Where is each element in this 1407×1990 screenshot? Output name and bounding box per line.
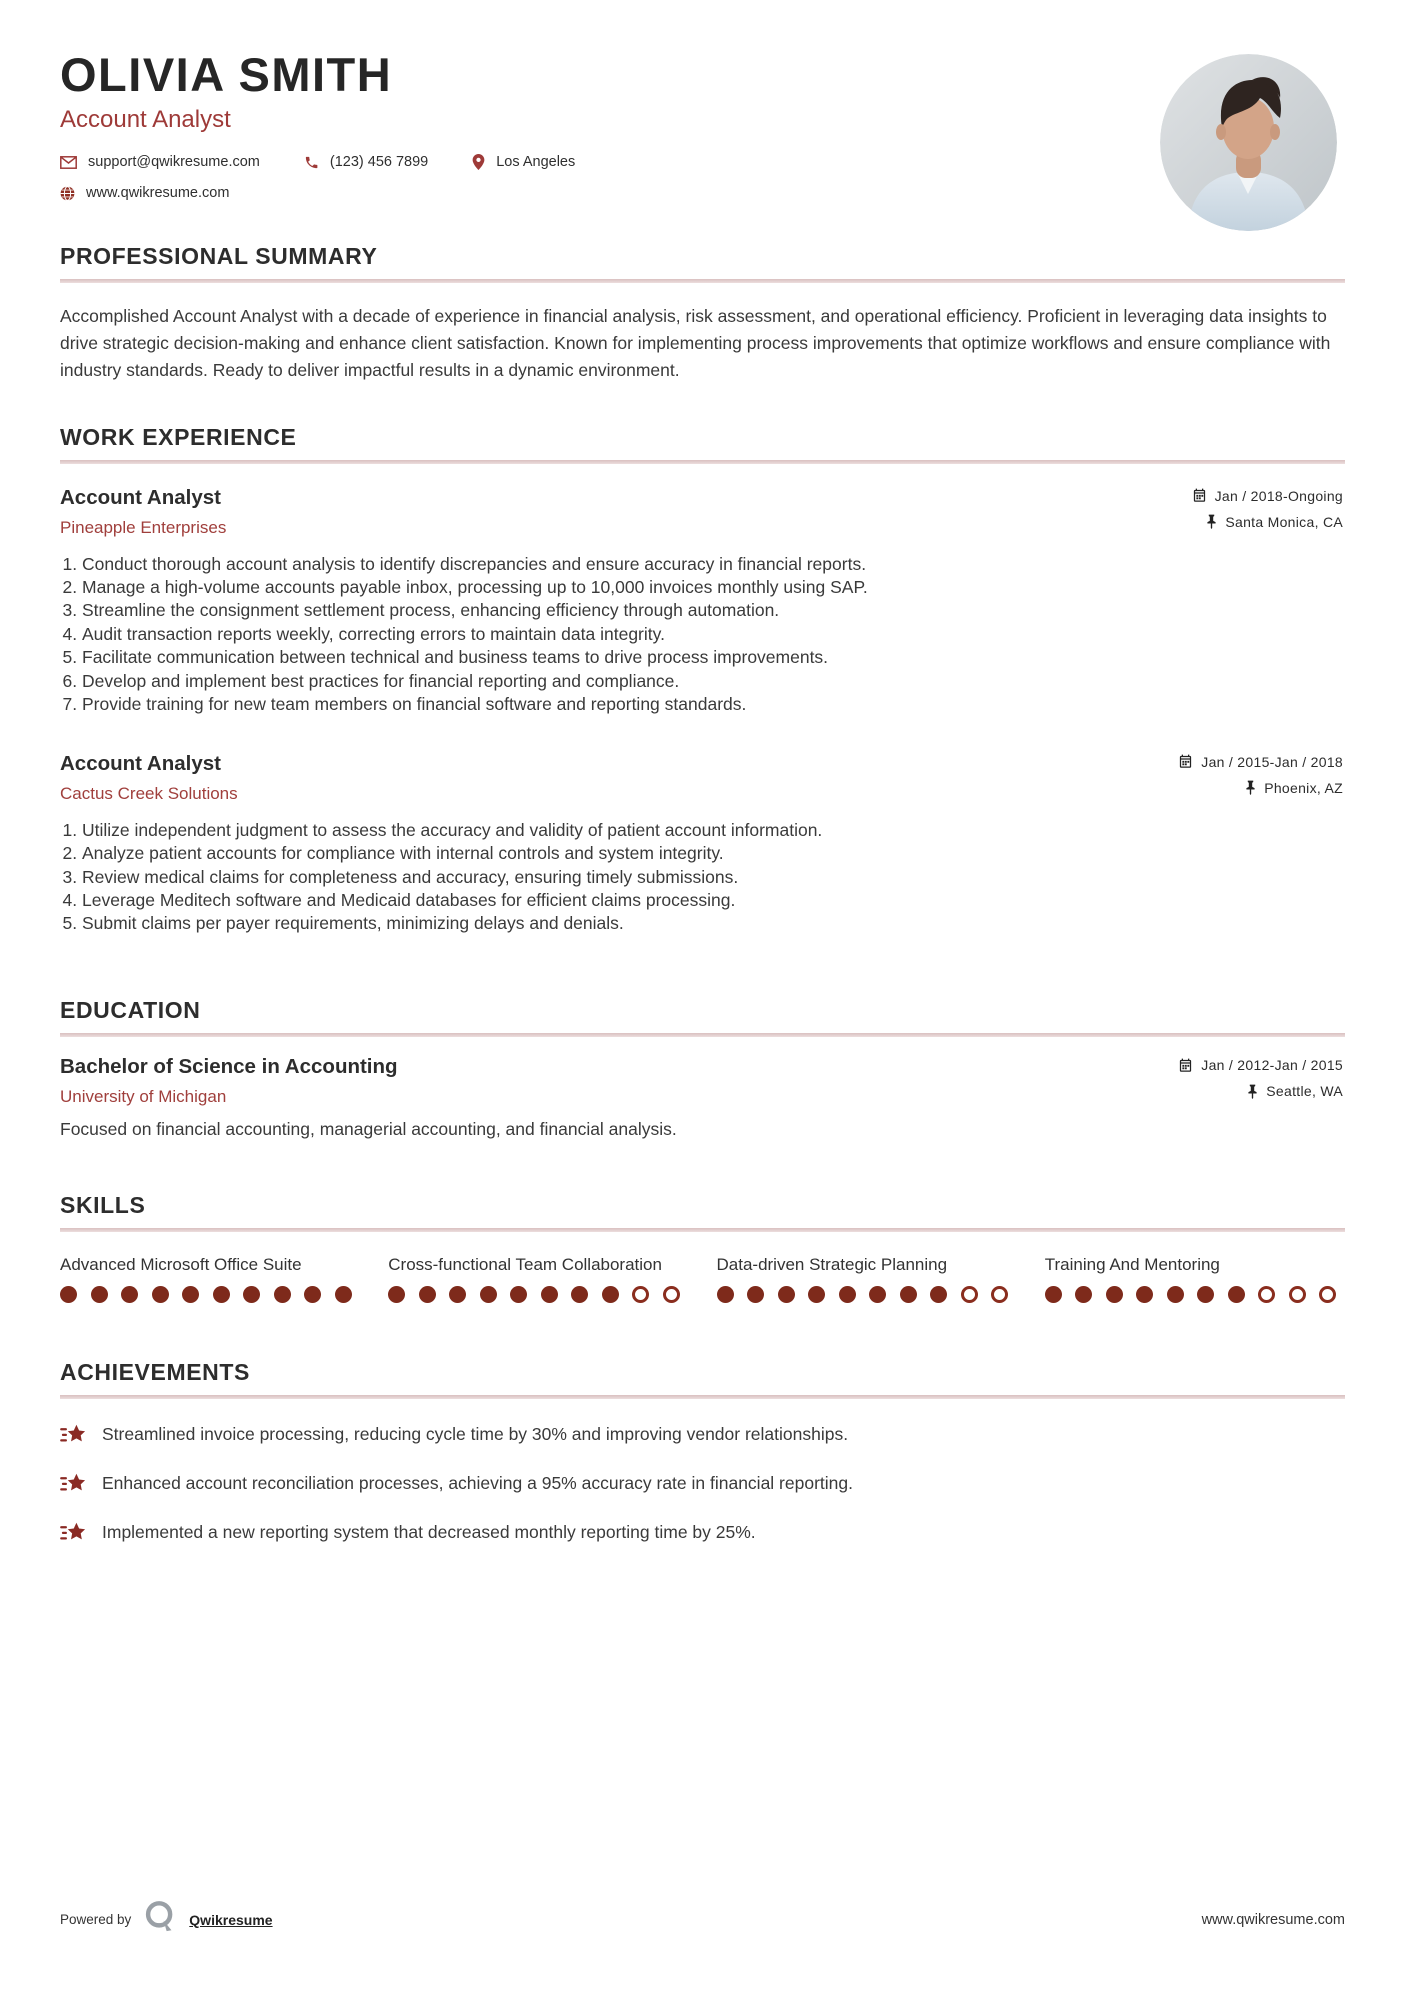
skill-dot bbox=[480, 1286, 497, 1303]
job-meta bbox=[1178, 754, 1343, 796]
skill-dot bbox=[1136, 1286, 1153, 1303]
skill-dot bbox=[1075, 1286, 1092, 1303]
job-bullet: 4. Leverage Meditech software and Medicaid databases for efficient claims processing. bbox=[82, 890, 1345, 912]
job-bullet: 1. Conduct thorough account analysis to identify discrepancies and ensure accuracy in financial reports. bbox=[82, 554, 1345, 576]
skill-dot bbox=[1106, 1286, 1123, 1303]
skill-dot bbox=[1167, 1286, 1184, 1303]
skill-dot bbox=[991, 1286, 1008, 1303]
calendar-icon bbox=[1192, 488, 1207, 503]
section-summary bbox=[60, 243, 1345, 383]
skill-dot bbox=[747, 1286, 764, 1303]
section-education bbox=[60, 997, 1345, 1140]
summary-text: Accomplished Account Analyst with a decade of experience in financial analysis, risk assessment, and operational efficiency. Proficient in leveraging data insights to drive strategic decision-making and enhance client satisfaction. Known for implementing process improvements that optimize workflows and ensure compliance with industry standards. Ready to deliver impactful results in a dynamic environment. bbox=[60, 306, 1331, 380]
education-dates-text: Jan / 2012-Jan / 2015 bbox=[1201, 1057, 1343, 1074]
skill-dot bbox=[335, 1286, 352, 1303]
calendar-icon bbox=[1178, 1058, 1193, 1073]
achievement-text: Enhanced account reconciliation processes, achieving a 95% accuracy rate in financial reporting. bbox=[102, 1473, 853, 1494]
skill-dot bbox=[419, 1286, 436, 1303]
job-company: Pineapple Enterprises bbox=[60, 517, 227, 537]
skills-heading: SKILLS bbox=[60, 1192, 146, 1219]
section-achievements bbox=[60, 1359, 1345, 1550]
job-bullet: 3. Streamline the consignment settlement process, enhancing efficiency through automation. bbox=[82, 600, 1345, 622]
email-item[interactable] bbox=[60, 154, 260, 170]
skill-dot bbox=[717, 1286, 734, 1303]
skill-dot bbox=[663, 1286, 680, 1303]
achievement-text: Streamlined invoice processing, reducing cycle time by 30% and improving vendor relationships. bbox=[102, 1424, 849, 1445]
skill-dot bbox=[602, 1286, 619, 1303]
education-description: Focused on financial accounting, managerial accounting, and financial analysis. bbox=[60, 1119, 677, 1140]
skill-dot bbox=[571, 1286, 588, 1303]
skill-dot bbox=[1228, 1286, 1245, 1303]
education-location-text: Seattle, WA bbox=[1266, 1083, 1343, 1100]
skill-dot bbox=[930, 1286, 947, 1303]
degree-title: Bachelor of Science in Accounting bbox=[60, 1055, 398, 1079]
achievement-item bbox=[60, 1423, 1345, 1452]
job-meta bbox=[1192, 488, 1343, 530]
skill-dot bbox=[449, 1286, 466, 1303]
section-experience bbox=[60, 424, 1345, 936]
skill-dot bbox=[632, 1286, 649, 1303]
achievement-star-icon bbox=[60, 1472, 86, 1501]
job-title: Account Analyst bbox=[60, 485, 221, 509]
skill-rating bbox=[717, 1286, 1017, 1303]
skill-rating bbox=[388, 1286, 688, 1303]
person-title: Account Analyst bbox=[60, 106, 231, 134]
skill-dot bbox=[1197, 1286, 1214, 1303]
skill-dot bbox=[541, 1286, 558, 1303]
skill-rating bbox=[60, 1286, 360, 1303]
skill-name: Advanced Microsoft Office Suite bbox=[60, 1255, 302, 1275]
footer-brand-group bbox=[60, 1901, 273, 1938]
skill-dot bbox=[869, 1286, 886, 1303]
skill-dot bbox=[152, 1286, 169, 1303]
achievement-item bbox=[60, 1472, 1345, 1501]
achievement-star-icon bbox=[60, 1521, 86, 1550]
job-bullet: 2. Analyze patient accounts for compliance with internal controls and system integrity. bbox=[82, 843, 1345, 865]
skill-dot bbox=[121, 1286, 138, 1303]
skill-dot bbox=[778, 1286, 795, 1303]
pushpin-icon bbox=[1206, 514, 1217, 529]
job-title: Account Analyst bbox=[60, 751, 221, 775]
footer bbox=[60, 1901, 1345, 1938]
skill-dot bbox=[961, 1286, 978, 1303]
achievement-text: Implemented a new reporting system that decreased monthly reporting time by 25%. bbox=[102, 1522, 756, 1543]
skill-name: Cross-functional Team Collaboration bbox=[388, 1255, 662, 1275]
job-bullet: 2. Manage a high-volume accounts payable inbox, processing up to 10,000 invoices monthly using SAP. bbox=[82, 577, 1345, 599]
email-text: support@qwikresume.com bbox=[88, 154, 260, 171]
job-bullet: 4. Audit transaction reports weekly, correcting errors to maintain data integrity. bbox=[82, 624, 1345, 646]
skill-dot bbox=[808, 1286, 825, 1303]
job-dates bbox=[1192, 488, 1343, 504]
calendar-icon bbox=[1178, 754, 1193, 769]
pushpin-icon bbox=[1245, 780, 1256, 795]
skill-dot bbox=[1319, 1286, 1336, 1303]
skill-rating bbox=[1045, 1286, 1345, 1303]
section-divider bbox=[60, 1033, 1345, 1037]
job-bullet-list bbox=[60, 554, 1345, 716]
skill-dot bbox=[243, 1286, 260, 1303]
qwikresume-logo-icon bbox=[145, 1901, 175, 1938]
location-item bbox=[472, 154, 575, 170]
profile-photo bbox=[1160, 54, 1337, 231]
pushpin-icon bbox=[1247, 1084, 1258, 1099]
skill-dot bbox=[510, 1286, 527, 1303]
achievement-star-icon bbox=[60, 1423, 86, 1452]
job-bullet: 3. Review medical claims for completeness and accuracy, ensuring timely submissions. bbox=[82, 867, 1345, 889]
section-divider bbox=[60, 460, 1345, 464]
experience-heading: WORK EXPERIENCE bbox=[60, 423, 297, 450]
job-dates-text: Jan / 2018-Ongoing bbox=[1214, 487, 1343, 504]
skill-item bbox=[1045, 1254, 1345, 1303]
skill-dot bbox=[1289, 1286, 1306, 1303]
contact-row-2 bbox=[60, 185, 1345, 201]
phone-text: (123) 456 7899 bbox=[329, 154, 429, 171]
skill-item bbox=[388, 1254, 688, 1303]
job-bullet: 7. Provide training for new team members on financial software and reporting standards. bbox=[82, 694, 1345, 716]
skill-dot bbox=[304, 1286, 321, 1303]
contact-info bbox=[60, 154, 1345, 201]
location-pin-icon bbox=[472, 154, 485, 170]
job-bullet: 5. Facilitate communication between technical and business teams to drive process improvements. bbox=[82, 647, 1345, 669]
contact-row-1 bbox=[60, 154, 1345, 170]
location-text: Los Angeles bbox=[496, 154, 576, 171]
job-bullet: 1. Utilize independent judgment to assess the accuracy and validity of patient account information. bbox=[82, 820, 1345, 842]
skill-name: Training And Mentoring bbox=[1044, 1255, 1220, 1275]
education-dates bbox=[1178, 1057, 1343, 1073]
skill-dot bbox=[91, 1286, 108, 1303]
job-bullet: 6. Develop and implement best practices for financial reporting and compliance. bbox=[82, 671, 1345, 693]
skill-dot bbox=[388, 1286, 405, 1303]
education-heading: EDUCATION bbox=[60, 997, 201, 1024]
job-bullet-list bbox=[60, 820, 1345, 935]
job-dates-text: Jan / 2015-Jan / 2018 bbox=[1201, 753, 1343, 770]
skill-dot bbox=[213, 1286, 230, 1303]
website-text: www.qwikresume.com bbox=[86, 185, 230, 202]
education-entry bbox=[60, 1055, 1345, 1140]
skill-dot bbox=[182, 1286, 199, 1303]
achievement-item bbox=[60, 1521, 1345, 1550]
skill-dot bbox=[1045, 1286, 1062, 1303]
skill-dot bbox=[900, 1286, 917, 1303]
skill-item bbox=[717, 1254, 1017, 1303]
header bbox=[60, 50, 1345, 201]
skill-dot bbox=[1258, 1286, 1275, 1303]
person-name: OLIVIA SMITH bbox=[60, 48, 393, 101]
skill-dot bbox=[839, 1286, 856, 1303]
job-company: Cactus Creek Solutions bbox=[60, 783, 238, 803]
job-location bbox=[1206, 514, 1343, 530]
qwikresume-link[interactable]: Qwikresume bbox=[189, 1911, 273, 1928]
phone-icon bbox=[304, 155, 319, 170]
job-entry bbox=[60, 486, 1345, 716]
globe-icon bbox=[60, 186, 75, 201]
footer-website[interactable]: www.qwikresume.com bbox=[1201, 1911, 1345, 1928]
summary-heading: PROFESSIONAL SUMMARY bbox=[60, 243, 378, 270]
skill-item bbox=[60, 1254, 360, 1303]
job-entry bbox=[60, 752, 1345, 935]
skill-dot bbox=[60, 1286, 77, 1303]
skills-grid bbox=[60, 1254, 1345, 1303]
email-icon bbox=[60, 156, 77, 169]
education-location bbox=[1247, 1083, 1343, 1099]
skill-dot bbox=[274, 1286, 291, 1303]
section-divider bbox=[60, 1228, 1345, 1232]
powered-by-label: Powered by bbox=[60, 1912, 132, 1927]
job-location bbox=[1245, 780, 1343, 796]
job-location-text: Santa Monica, CA bbox=[1225, 513, 1343, 530]
website-item[interactable] bbox=[60, 185, 229, 201]
school-name: University of Michigan bbox=[60, 1087, 227, 1107]
phone-item[interactable] bbox=[304, 154, 428, 170]
education-meta bbox=[1178, 1057, 1343, 1099]
section-skills bbox=[60, 1192, 1345, 1303]
skill-name: Data-driven Strategic Planning bbox=[716, 1255, 948, 1275]
achievements-list bbox=[60, 1423, 1345, 1550]
job-bullet: 5. Submit claims per payer requirements, minimizing delays and denials. bbox=[82, 913, 1345, 935]
achievements-heading: ACHIEVEMENTS bbox=[60, 1359, 250, 1386]
section-divider bbox=[60, 279, 1345, 283]
job-location-text: Phoenix, AZ bbox=[1264, 779, 1343, 796]
section-divider bbox=[60, 1395, 1345, 1399]
job-dates bbox=[1178, 754, 1343, 770]
